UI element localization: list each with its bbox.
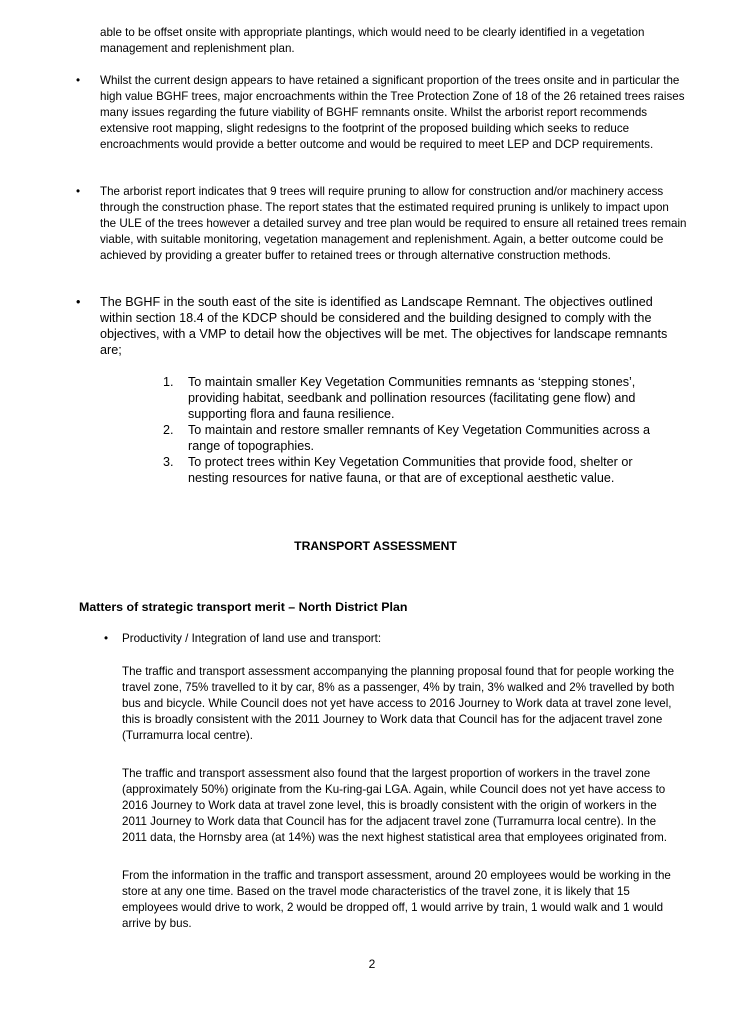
list-item	[163, 374, 663, 422]
bullet-icon: •	[104, 632, 109, 645]
list-number: 1.	[163, 375, 174, 389]
list-text: To protect trees within Key Vegetation Communities that provide food, shelter or nesting resources for native fauna, or that are of exceptional aesthetic value.	[188, 455, 633, 485]
list-number: 2.	[163, 423, 174, 437]
objectives-list	[163, 374, 663, 486]
body-paragraph: From the information in the traffic and transport assessment, around 20 employees would be working in the store at any one time. Based on the travel mode characteristics of the travel zone, it is likely that 15 employees would drive to work, 2 would be dropped off, 1 would arrive by train, 1 would walk and 1 would arrive by bus.	[122, 869, 671, 930]
sub-bullet-text: Productivity / Integration of land use and transport:	[122, 632, 382, 645]
list-item	[163, 454, 663, 486]
body-paragraph: The traffic and transport assessment also found that the largest proportion of workers in the travel zone (approximately 50%) originate from the Ku-ring-gai LGA. Again, while Council does not yet have access to 2016 Journey to Work data at travel zone level, this is broadly consistent with the origin of workers in the 2011 Journey to Work data that Council has for the adjacent travel zone (Turramurra local centre). In the 2011 data, the Hornsby area (at 14%) was the next highest statistical area that employees originated from.	[122, 767, 667, 844]
subheading: Matters of strategic transport merit – North District Plan	[79, 600, 408, 614]
bullet-icon: •	[76, 74, 81, 87]
list-text: To maintain and restore smaller remnants of Key Vegetation Communities across a range of topographies.	[188, 423, 650, 453]
body-paragraph: The traffic and transport assessment accompanying the planning proposal found that for people working the travel zone, 75% travelled to it by car, 8% as a passenger, 4% by train, 3% walked and 2% travelled by both bus and bicycle. While Council does not yet have access to 2016 Journey to Work data at travel zone level, this is broadly consistent with the 2011 Journey to Work data that Council has for the adjacent travel zone (Turramurra local centre).	[122, 665, 675, 742]
section-heading: TRANSPORT ASSESSMENT	[294, 539, 457, 553]
bullet-text: The arborist report indicates that 9 trees will require pruning to allow for construction and/or machinery access through the construction phase. The report states that the estimated required pruning is unlikely to impact upon the ULE of the trees however a detailed survey and tree plan would be required to ensure all retained trees remain viable, with suitable monitoring, vegetation management and replenishment. Again, a better outcome could be achieved by providing a greater buffer to retained trees or through alternative construction methods.	[100, 185, 687, 262]
bullet-text: Whilst the current design appears to have retained a significant proportion of the trees onsite and in particular the high value BGHF trees, major encroachments within the Tree Protection Zone of 18 of the 26 retained trees raises many issues regarding the future viability of BGHF remnants onsite. Whilst the arborist report recommends extensive root mapping, slight redesigns to the footprint of the proposed building which seeks to reduce encroachments would provide a better outcome and would be required to meet LEP and DCP requirements.	[100, 74, 685, 151]
bullet-text: The BGHF in the south east of the site is identified as Landscape Remnant. The objectives outlined within section 18.4 of the KDCP should be considered and the building designed to comply with the objectives, with a VMP to detail how the objectives will be met. The objectives for landscape remnants are;	[100, 295, 668, 357]
page-number: 2	[368, 957, 376, 971]
list-number: 3.	[163, 455, 174, 469]
continuation-paragraph: able to be offset onsite with appropriate plantings, which would need to be clearly identified in a vegetation management and replenishment plan.	[100, 26, 645, 55]
bullet-icon: •	[76, 185, 81, 198]
bullet-icon: •	[76, 295, 81, 309]
list-text: To maintain smaller Key Vegetation Communities remnants as ‘stepping stones’, providing habitat, seedbank and pollination resources (facilitating gene flow) and supporting flora and fauna resilience.	[188, 375, 636, 421]
list-item	[163, 422, 663, 454]
